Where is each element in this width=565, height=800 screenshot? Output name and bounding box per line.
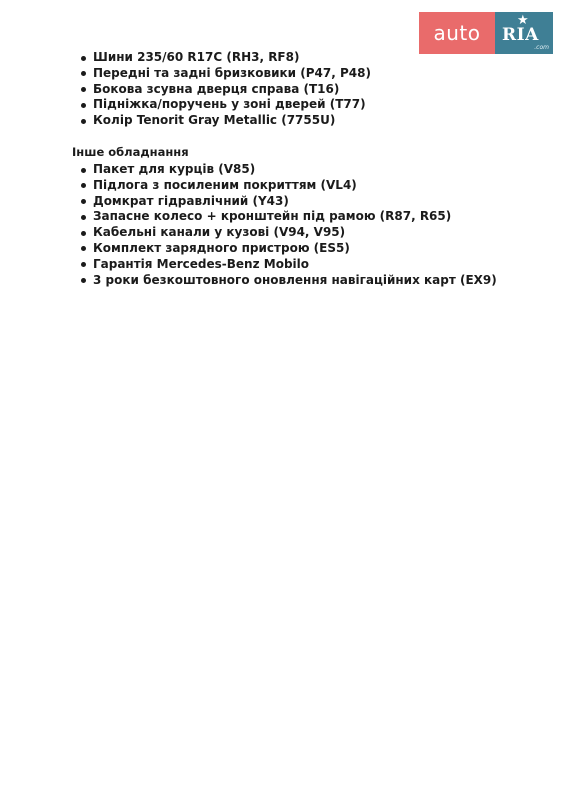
list-item-text: Передні та задні бризковики (P47, P48) [93,65,371,80]
logo-auto-part: auto [419,12,495,54]
other-equipment-list [72,162,497,288]
list-item [72,257,497,273]
list-item [72,241,497,257]
bullet-icon [81,87,86,92]
list-item [72,225,497,241]
list-item [72,113,371,129]
bullet-icon [81,278,86,283]
logo-ria-text: RIA [502,25,539,45]
list-item-text: Шини 235/60 R17C (RH3, RF8) [93,50,300,64]
autoria-logo [419,12,553,54]
section-title: Інше обладнання [72,145,189,159]
bullet-icon [81,262,86,267]
list-item-text: Підніжка/поручень у зоні дверей (T77) [93,97,366,112]
bullet-icon [81,71,86,76]
bullet-icon [81,168,86,173]
list-item-text: 3 роки безкоштовного оновлення навігаційних карт (EX9) [93,272,497,287]
bullet-icon [81,56,86,61]
logo-ria-sub: .com [534,44,549,51]
bullet-icon [81,103,86,108]
list-item-text: Бокова зсувна дверця справа (T16) [93,81,340,96]
list-item [72,97,371,113]
logo-ria-part [495,12,553,54]
list-item [72,178,497,194]
list-item [72,209,497,225]
list-item [72,66,371,82]
list-item [72,273,497,289]
list-item-text: Запасне колесо + кронштейн під рамою (R87, R65) [93,209,452,224]
list-item-text: Пакет для курців (V85) [93,162,256,176]
list-item-text: Домкрат гідравлічний (Y43) [93,193,289,208]
other-equipment-section [72,144,497,288]
bullet-icon [81,199,86,204]
bullet-icon [81,246,86,251]
list-item [72,162,497,178]
list-item-text: Колір Tenorit Gray Metallic (7755U) [93,113,336,128]
list-item-text: Гарантія Mercedes-Benz Mobilo [93,256,310,271]
list-item-text: Підлога з посиленим покриттям (VL4) [93,177,357,192]
equipment-list [72,50,371,129]
list-item-text: Кабельні канали у кузові (V94, V95) [93,225,346,240]
bullet-icon [81,215,86,220]
list-item [72,82,371,98]
bullet-icon [81,119,86,124]
list-item [72,50,371,66]
bullet-icon [81,231,86,236]
list-item [72,194,497,210]
equipment-list-section [72,50,371,129]
star-icon: ★ [517,13,529,28]
list-item-text: Комплект зарядного пристрою (ES5) [93,240,350,255]
bullet-icon [81,183,86,188]
